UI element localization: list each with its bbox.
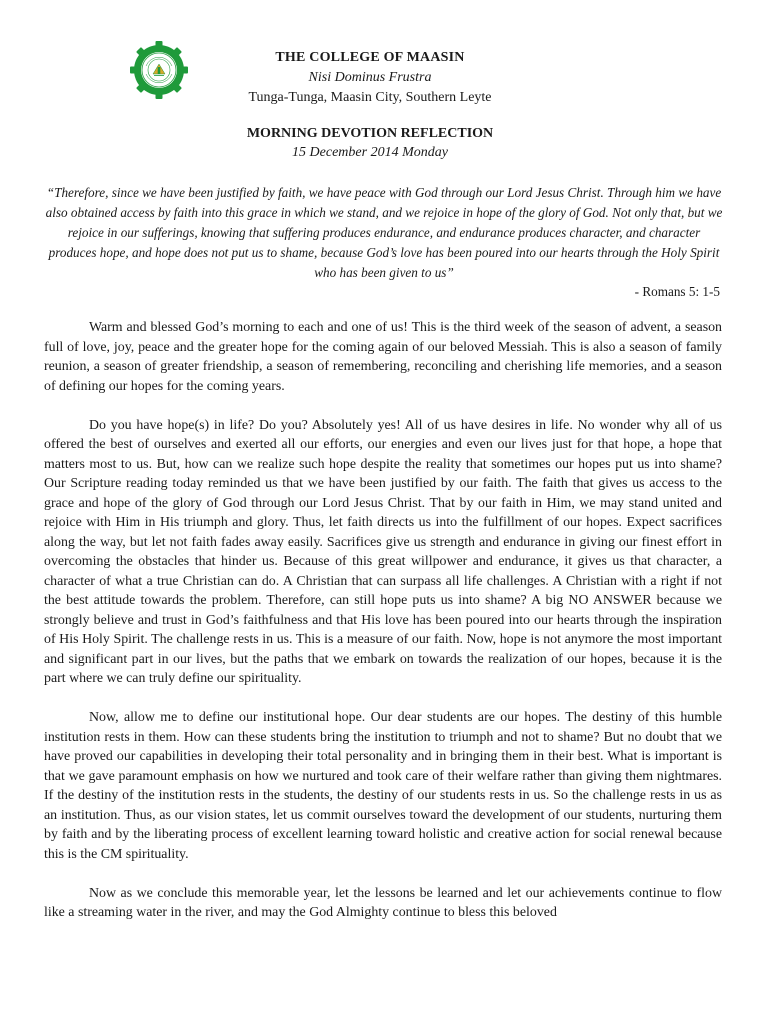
college-name: THE COLLEGE OF MAASIN xyxy=(275,50,465,65)
document-date: 15 December 2014 Monday xyxy=(292,145,448,160)
scripture-citation: - Romans 5: 1-5 xyxy=(634,284,720,299)
college-motto: Nisi Dominus Frustra xyxy=(308,70,432,85)
body-paragraph-4: Now as we conclude this memorable year, let the lessons be learned and let our achievements continue to flow like a streaming water in the river, and may the God Almighty continue to bless this beloved xyxy=(44,885,722,920)
document-title-block xyxy=(200,124,540,162)
college-header xyxy=(200,48,540,108)
college-seal-logo xyxy=(129,40,189,100)
body-paragraph-3: Now, allow me to define our institutional hope. Our dear students are our hopes. The destiny of this humble institution rests in them. How can these students bring the institution to triumph and not to shame? But no doubt that we have proved our capabilities in developing their total personality and in bringing them in their best. What is important is that we gave paramount emphasis on how we nurtured and took care of their welfare rather than giving them nightmares. If the destiny of the institution rests in the students, the destiny of our students rests in us. So the challenge rests in us as an institution. Thus, as our vision states, let us commit ourselves toward the development of our students, nurturing them by faith and by the liberating process of excellent learning toward holistic and creative action for social renewal because this is the CM spirituality. xyxy=(44,710,722,862)
body-paragraph-1: Warm and blessed God’s morning to each and one of us! This is the third week of the season of advent, a season full of love, joy, peace and the greater hope for the coming again of our beloved Messiah. This is also a season of family reunion, a season of greater friendship, a season of remembering, reconciling and cherishing life memories, and a season of defining our hopes for the coming years. xyxy=(44,320,722,394)
scripture-quote: “Therefore, since we have been justified by faith, we have peace with God through our Lord Jesus Christ. Through him we have also obtained access by faith into this grace in which we stand, and we rejoice in hope of the glory of God. Not only that, but we rejoice in our sufferings, knowing that suffering produces endurance, and endurance produces character, and character produces hope, and hope does not put us to shame, because God’s love has been poured into our hearts through the Holy Spirit who has been given to us” xyxy=(45,185,723,280)
body-paragraph-2: Do you have hope(s) in life? Do you? Absolutely yes! All of us have desires in life. No wonder why all of us offered the best of ourselves and exerted all our efforts, our energies and even our lives just for that hope, a hope that matters most to us. But, how can we realize such hope despite the reality that sometimes our hopes put us into shame? Our Scripture reading today reminded us that we have been justified by our faith. The faith that gives us access to the grace and hope of the glory of God through our Lord Jesus Christ. That by our faith in Him, we may stand united and rejoice with Him in His triumph and glory. Thus, let faith directs us into the fulfillment of our hopes. Expect sacrifices along the way, but let not faith fades away easily. Sacrifices give us strength and endurance in giving our finest effort in overcoming the obstacles that hinder us. Because of this great willpower and endurance, it gives us that character, a character of what a true Christian can do. A Christian that can surpass all life challenges. A Christian with a right if not the best attitude towards the problem. Therefore, can still hope puts us into shame? A big NO ANSWER because we strongly believe and trust in God’s faithfulness and that His love has been poured into our hearts through the inspiration of His Holy Spirit. The challenge rests in us. This is a measure of our faith. Now, hope is not anymore the most important and significant part in our lives, but the paths that we embark on towards the realization of our hopes, because it is the part where we can truly define our spirituality. xyxy=(44,417,722,686)
college-address: Tunga-Tunga, Maasin City, Southern Leyte xyxy=(248,90,492,105)
reflection-body xyxy=(44,318,722,942)
document-title: MORNING DEVOTION REFLECTION xyxy=(246,126,494,141)
